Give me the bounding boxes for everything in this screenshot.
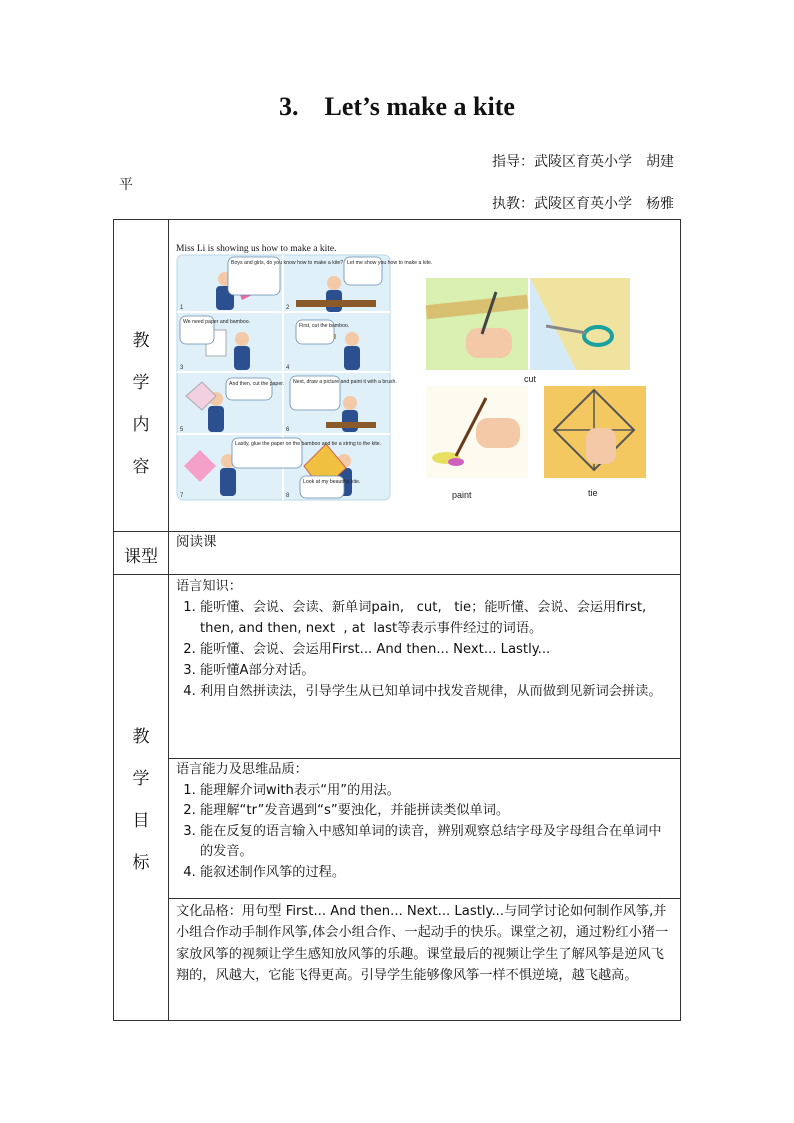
bubble-2: Let me show you how to make a kite. [347, 260, 433, 266]
bubble-3: We need paper and bamboo. [183, 319, 251, 325]
panel-number: 4 [286, 365, 290, 371]
comic-illustration [176, 254, 433, 504]
bubble-6: Next, draw a picture and paint it with a brush. [293, 379, 397, 385]
vocabulary-pictures [426, 278, 646, 510]
vocabulary-illustration [426, 278, 646, 510]
panel-number: 1 [180, 305, 184, 311]
column-divider [168, 220, 169, 1020]
guide-line-2: 执教：武陵区育英小学 杨雅 [492, 196, 674, 212]
type-value: 阅读课 [176, 534, 217, 550]
row-divider [168, 898, 680, 899]
word-paint: paint [452, 490, 472, 500]
goals-label: 教 学 目 标 [132, 727, 150, 873]
page-title: 3. Let’s make a kite [279, 92, 515, 121]
goal-item: 4. 利用自然拼读法，引导学生从已知单词中找发音规律，从而做到见新词会拼读。 [200, 681, 674, 702]
panel-number: 8 [286, 493, 290, 499]
type-label: 课型 [124, 547, 158, 567]
panel-number: 2 [286, 305, 290, 311]
goal-item: 3. 能听懂A部分对话。 [200, 660, 674, 681]
bubble-8: Look at my beautiful kite. [303, 479, 361, 485]
bubble-7: Lastly, glue the paper on the bamboo and tie a string to the kite. [235, 441, 382, 447]
goals-section-culture: 文化品格：用句型 First... And then... Next... Lastly...与同学讨论如何制作风筝,并小组合作动手制作风筝,体会小组合作、一起动手的快乐。课堂之初，通过粉红小猪一家放风筝的视频让学生感知放风筝的乐趣。课堂最后的视频让学生了解风筝是逆风飞翔的，风越大，它能飞得更高。引导学生能够像风筝一样不惧逆境，越飞越高。 [176, 904, 669, 984]
bubble-5: And then, cut the paper. [229, 381, 285, 387]
panel-number: 5 [180, 427, 184, 433]
panel-number: 7 [180, 493, 184, 499]
goal-item: 3. 能在反复的语言输入中感知单词的读音，辨别观察总结字母及字母组合在单词中的发音。 [200, 822, 674, 863]
bubble-1: Boys and girls, do you know how to make a kite? [231, 260, 344, 266]
comic-strip [176, 244, 433, 506]
comic-caption: Miss Li is showing us how to make a kite. [176, 244, 337, 254]
row-divider [168, 758, 680, 759]
word-cut: cut [524, 374, 537, 384]
lesson-table [113, 219, 681, 1021]
section-heading: 语言知识： [176, 579, 242, 594]
goal-item: 2. 能理解“tr”发音遇到“s”要浊化，并能拼读类似单词。 [200, 801, 674, 822]
word-tie: tie [588, 488, 598, 498]
goal-item: 1. 能听懂、会说、会读、新单词pain, cut, tie；能听懂、会说、会运用first, then, and then, next , at last等表示事件经过的词语。 [200, 597, 674, 639]
section-heading: 语言能力及思维品质： [176, 762, 308, 777]
goal-item: 2. 能听懂、会说、会运用First... And then... Next... Lastly... [200, 639, 674, 660]
row-divider [114, 574, 680, 575]
bubble-4: First, cut the bamboo. [299, 323, 350, 329]
guide-line-1: 指导：武陵区育英小学 胡建 [492, 154, 674, 170]
content-label: 教 学 内 容 [132, 331, 150, 477]
guide-line-1-wrap: 平 [119, 177, 133, 193]
panel-number: 6 [286, 427, 290, 433]
goal-item: 1. 能理解介词with表示“用”的用法。 [200, 781, 674, 802]
panel-number: 3 [180, 365, 184, 371]
goals-section-knowledge [176, 576, 674, 702]
goal-item: 4. 能叙述制作风筝的过程。 [200, 863, 674, 884]
goals-section-ability [176, 760, 674, 883]
